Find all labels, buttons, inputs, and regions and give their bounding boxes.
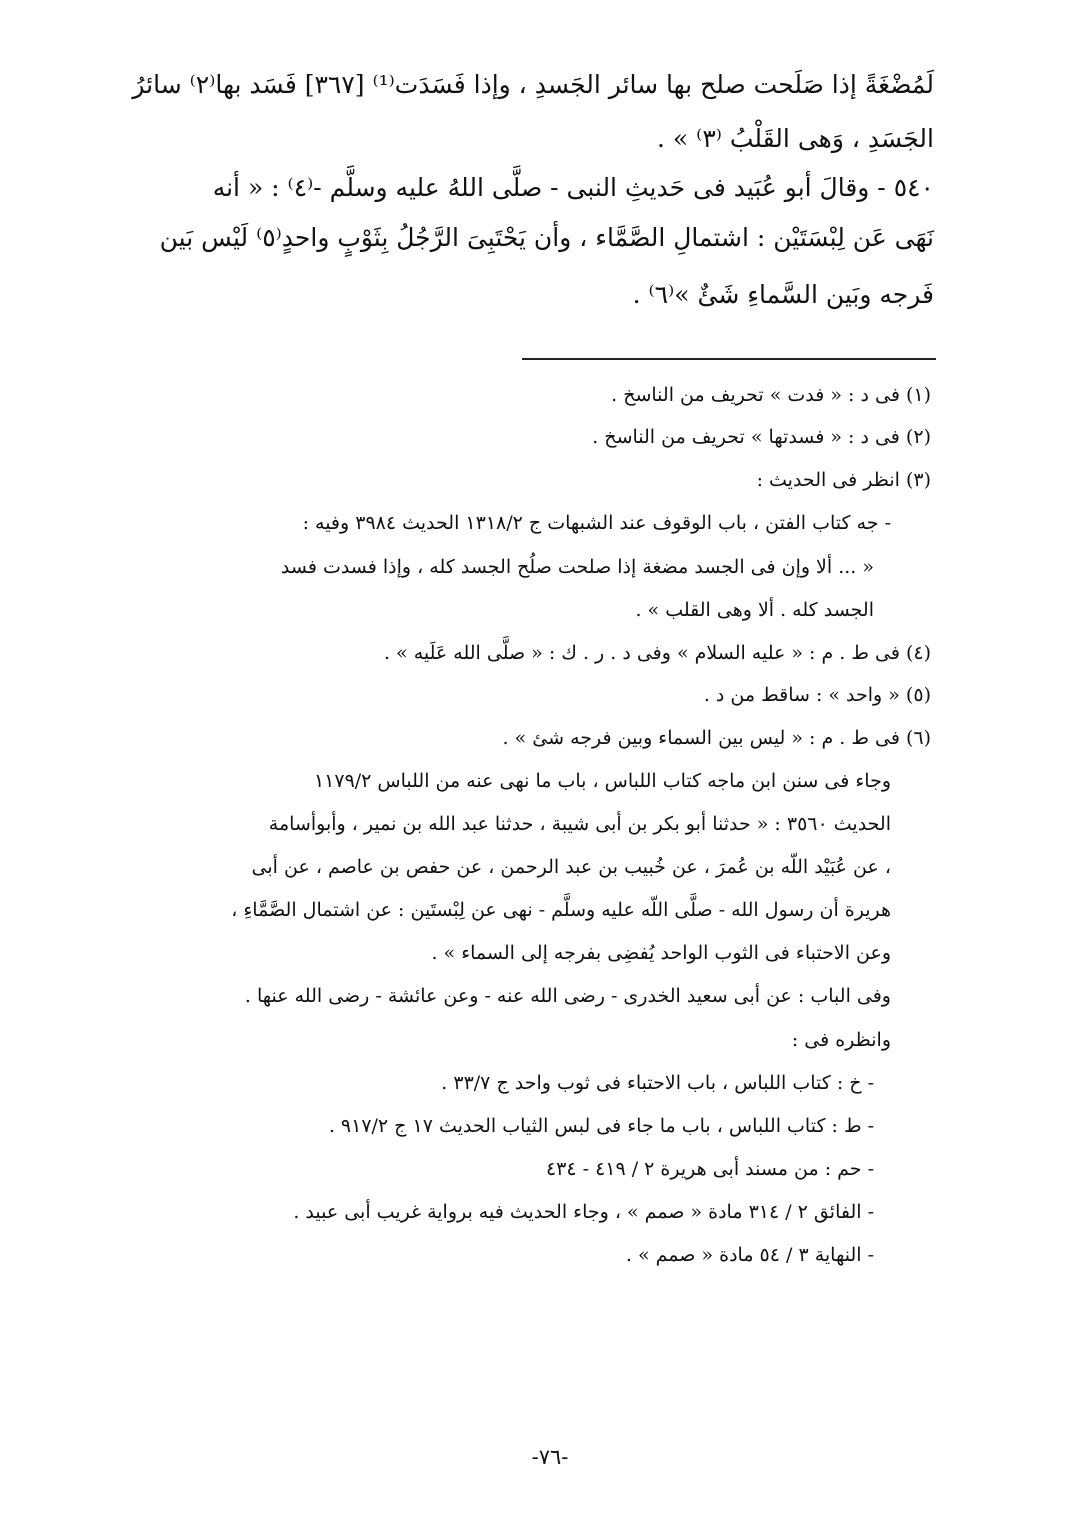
- main-text-line: الجَسَدِ ، وَهى القَلْبُ ⁽٣⁾ » .: [657, 124, 934, 153]
- footnote-line: الجسد كله . ألا وهى القلب » .: [635, 599, 874, 621]
- footnote-line: وعن الاحتباء فى الثوب الواحد يُفضِى بفرجه إلى السماء » .: [431, 942, 891, 964]
- footnote-line: (٥) « واحد » : ساقط من د .: [703, 684, 931, 706]
- page-number: -٧٦-: [531, 1445, 569, 1469]
- main-text-line: نَهَى عَن لِبْسَتَيْن : اشتمالِ الصَّمَّاء ، وأن يَحْتَبِىَ الرَّجُلُ بِثَوْبٍ واحدٍ⁽٥⁾ لَيْس بَين: [159, 223, 934, 252]
- footnote-line: « ... ألا وإن فى الجسد مضغة إذا صلحت صلُح الجسد كله ، وإذا فسدت فسد: [280, 556, 874, 578]
- footnote-line: ، عن عُبَيْد اللّه بن عُمرَ ، عن خُبيب بن عبد الرحمن ، عن حفص بن عاصم ، عن أبى: [251, 856, 891, 878]
- footnote-line: وانظره فى :: [791, 1029, 891, 1051]
- footnote-line: هريرة أن رسول الله - صلَّى اللّه عليه وسلَّم - نهى عن لِبْستَين : عن اشتمال الصَّمَّاءِ ،: [231, 899, 891, 921]
- footnote-line: (٤) فى ط . م : « عليه السلام » وفى د . ر . ك : « صلَّى الله عَلَيه » .: [383, 642, 931, 664]
- footnote-line: - النهاية ٣ / ٥٤ مادة « صمم » .: [625, 1244, 874, 1266]
- footnote-line: (٣) انظر فى الحديث :: [756, 469, 931, 491]
- footnote-line: وفى الباب : عن أبى سعيد الخدرى - رضى الله عنه - وعن عائشة - رضى الله عنها .: [244, 985, 891, 1007]
- footnote-line: الحديث ٣٥٦٠ : « حدثنا أبو بكر بن أبى شيبة ، حدثنا عبد الله بن نمير ، وأبوأسامة: [268, 813, 891, 835]
- footnote-line: وجاء فى سنن ابن ماجه كتاب اللباس ، باب ما نهى عنه من اللباس ١١٧٩/٢: [313, 770, 891, 792]
- main-text-line: ٥٤٠ - وقالَ أبو عُبَيد فى حَديثِ النبى - صلَّى اللهُ عليه وسلَّم -⁽٤⁾ : « أنه: [212, 173, 934, 202]
- footnote-line: (٢) فى د : « فسدتها » تحريف من الناسخ .: [592, 426, 931, 448]
- footnote-line: (١) فى د : « فدت » تحريف من الناسخ .: [611, 384, 931, 406]
- footnote-separator: [522, 358, 936, 360]
- footnote-line: - حم : من مسند أبى هريرة ٢ / ٤١٩ - ٤٣٤: [545, 1158, 874, 1180]
- footnote-line: - ط : كتاب اللباس ، باب ما جاء فى لبس الثياب الحديث ١٧ ج ٩١٧/٢ .: [328, 1115, 874, 1137]
- footnote-line: - جه كتاب الفتن ، باب الوقوف عند الشبهات ج ١٣١٨/٢ الحديث ٣٩٨٤ وفيه :: [302, 512, 891, 534]
- main-text-line: لَمُضْغَةً إذا صَلَحت صلح بها سائر الجَسدِ ، وإذا فَسَدَت⁽¹⁾ [٣٦٧] فَسَد بها⁽٢⁾ سائرُ: [132, 70, 934, 99]
- footnote-line: - الفائق ٢ / ٣١٤ مادة « صمم » ، وجاء الحديث فيه برواية غريب أبى عبيد .: [293, 1201, 874, 1223]
- footnote-line: - خ : كتاب اللباس ، باب الاحتباء فى ثوب واحد ج ٣٣/٧ .: [441, 1072, 874, 1094]
- footnote-line: (٦) فى ط . م : « ليس بين السماء وبين فرجه شئ » .: [502, 727, 931, 749]
- main-text-line: فَرجه وبَين السَّماءِ شَئٌ »⁽٦⁾ .: [632, 280, 934, 309]
